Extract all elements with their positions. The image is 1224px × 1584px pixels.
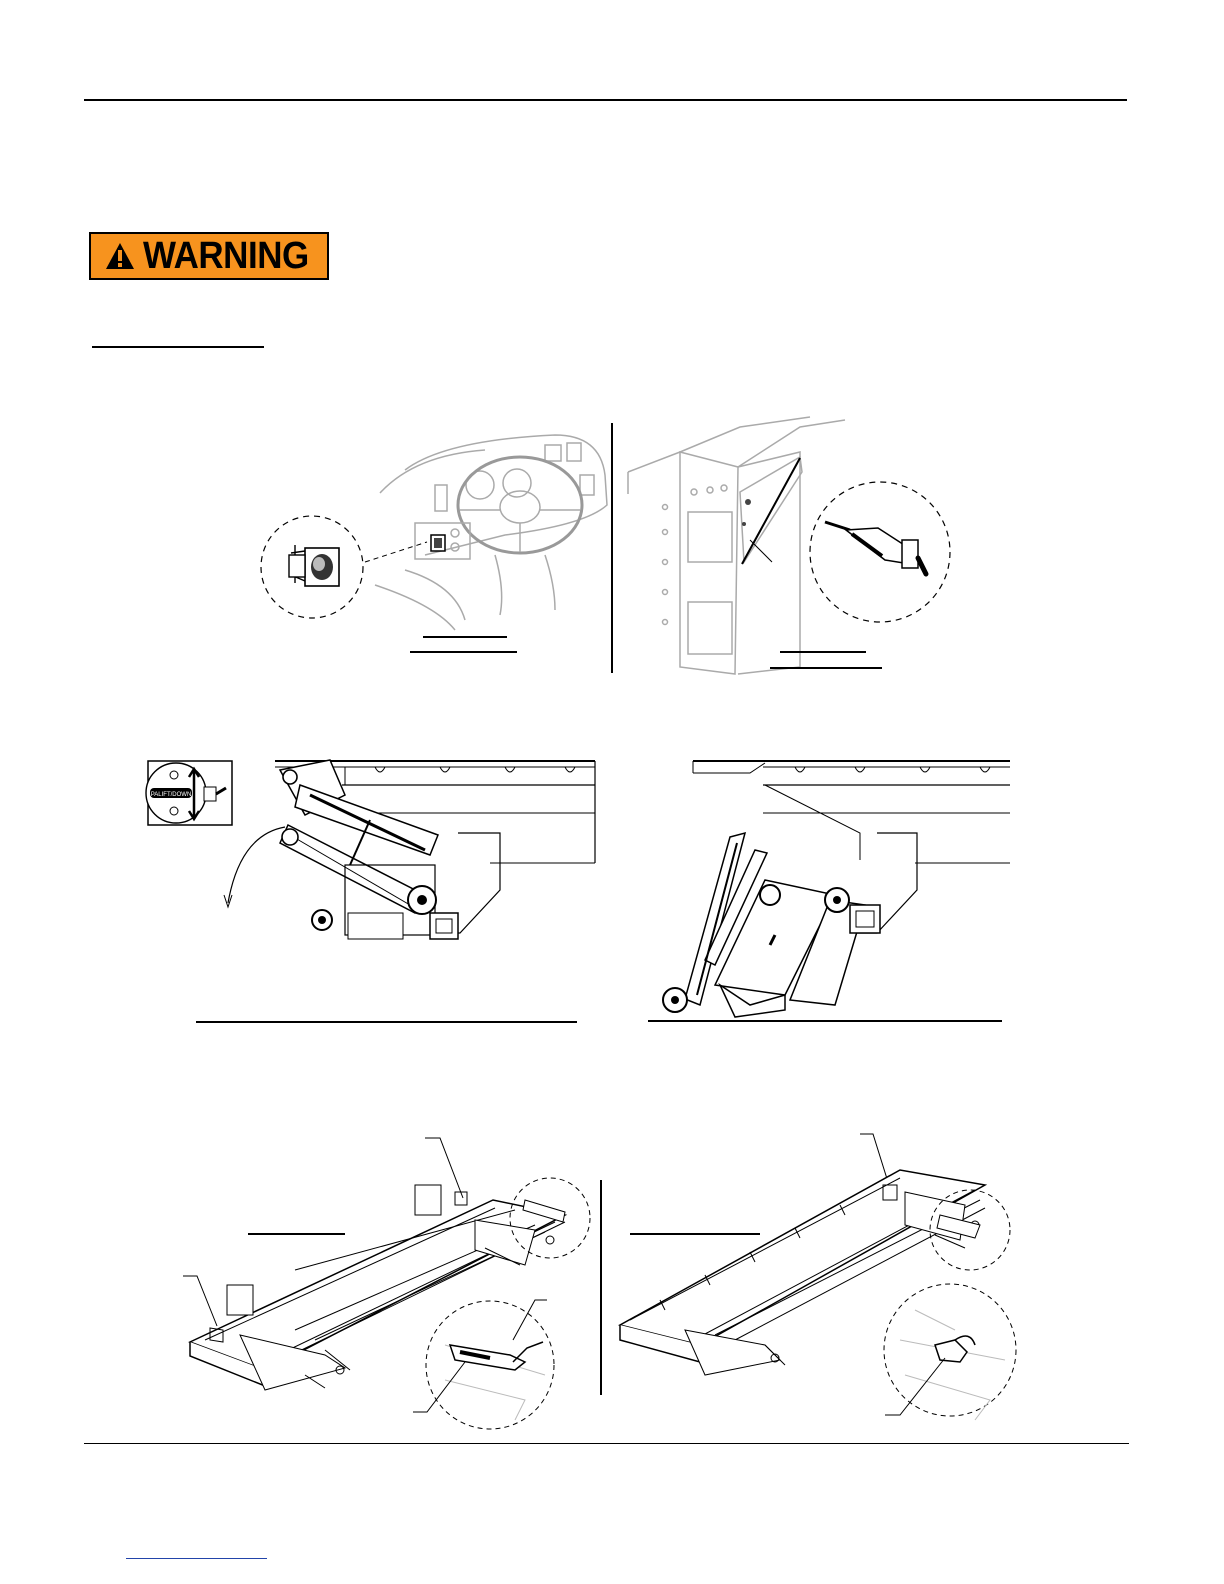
figure-divider-top [611, 423, 613, 673]
placard-label: PALIFT/DOWN [150, 792, 192, 798]
platform-latch-icon [145, 1130, 595, 1430]
platform-unfold-side-view-figure [140, 755, 610, 1027]
header-rule [84, 99, 1127, 101]
footer-link-underline [126, 1558, 267, 1559]
lift-ground-view-icon [645, 755, 1010, 1027]
footer-rule [84, 1443, 1129, 1444]
dashboard-switch-icon [255, 415, 615, 680]
warning-triangle-icon [105, 242, 135, 270]
warning-badge [89, 232, 329, 280]
platform-stowed-latch-detail-figure [145, 1130, 595, 1430]
toggle-switch-icon [620, 412, 960, 682]
dashboard-lift-power-switch-figure [255, 415, 615, 680]
lift-side-view-icon [140, 755, 610, 1027]
platform-deployed-latch-detail-figure [615, 1130, 1020, 1430]
section-heading-underline [92, 346, 264, 348]
figure-divider-bottom [600, 1180, 602, 1395]
lift-pump-toggle-switch-figure [620, 412, 960, 682]
platform-latch-open-icon [615, 1130, 1020, 1430]
platform-lowered-side-view-figure [645, 755, 1010, 1027]
warning-label: WARNING [143, 234, 309, 277]
